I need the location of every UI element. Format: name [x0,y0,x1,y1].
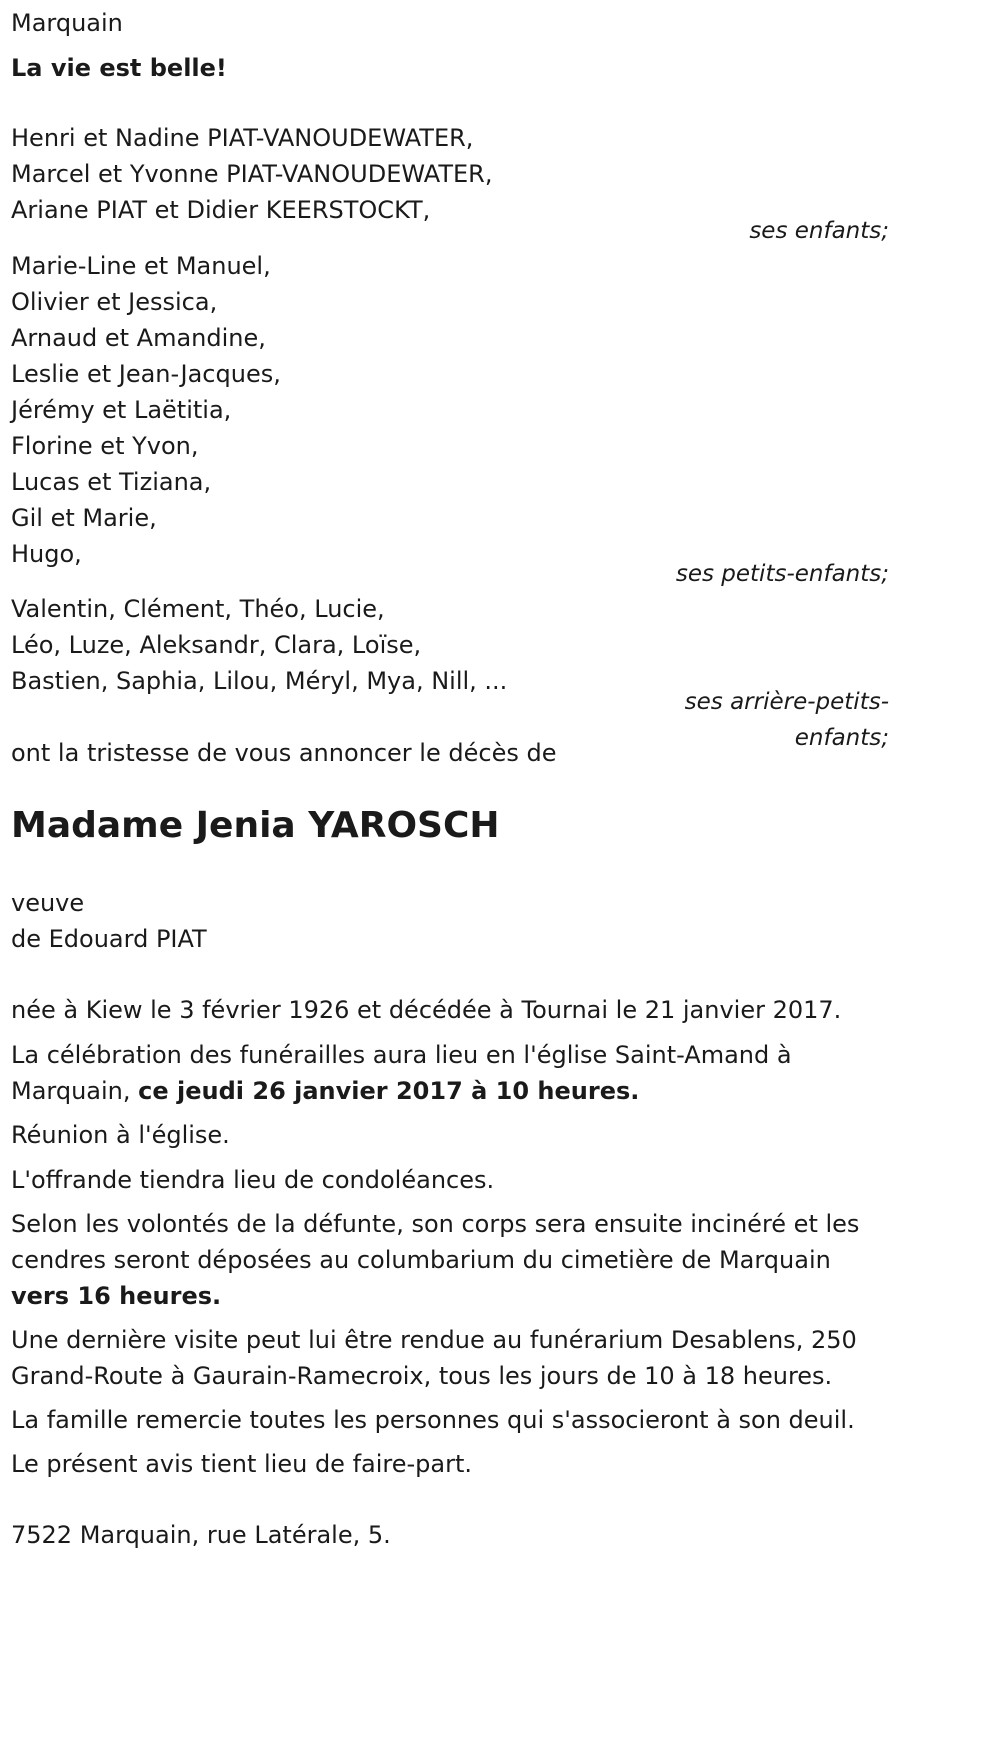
ceremony-paragraph [11,1037,792,1109]
notice-text: Le présent avis tient lieu de faire-part. [11,1450,473,1478]
cremation-line: Selon les volontés de la défunte, son corps sera ensuite incinéré et les [11,1210,860,1238]
grandchild-line: Arnaud et Amandine, [11,324,266,352]
cremation-line: cendres seront déposées au columbarium du cimetière de Marquain [11,1246,831,1274]
grandchild-line: Gil et Marie, [11,504,157,532]
family-address: 7522 Marquain, rue Latérale, 5. [11,1521,391,1549]
great-grandchild-line: Bastien, Saphia, Lilou, Méryl, Mya, Nill, ... [11,667,508,695]
grandchild-line: Lucas et Tiziana, [11,468,212,496]
child-line: Marcel et Yvonne PIAT-VANOUDEWATER, [11,160,493,188]
great-grandchildren-section [11,591,891,699]
grandchildren-section [11,248,891,572]
ceremony-place: Marquain, [11,1077,139,1105]
grandchild-line: Olivier et Jessica, [11,288,218,316]
cremation-time: vers 16 heures. [11,1282,222,1310]
ceremony-line-2 [11,1073,792,1109]
spouse-name: de Edouard PIAT [11,925,207,953]
meeting-text: Réunion à l'église. [11,1121,230,1149]
offering-text: L'offrande tiendra lieu de condoléances. [11,1166,495,1194]
visit-line: Grand-Route à Gaurain-Ramecroix, tous les jours de 10 à 18 heures. [11,1362,833,1390]
children-section [11,120,891,228]
great-grandchild-line: Léo, Luze, Aleksandr, Clara, Loïse, [11,631,422,659]
great-grandchild-line: Valentin, Clément, Théo, Lucie, [11,595,385,623]
birth-death-text: née à Kiew le 3 février 1926 et décédée à Tournai le 21 janvier 2017. [11,996,842,1024]
widow-status: veuve [11,889,85,917]
great-grandchildren-label-2: enfants; [794,725,889,751]
children-label: ses enfants; [749,218,889,244]
grandchild-line: Hugo, [11,540,82,568]
cremation-paragraph [11,1206,859,1314]
ceremony-line: La célébration des funérailles aura lieu en l'église Saint-Amand à [11,1041,792,1069]
great-grandchildren-label-1: ses arrière-petits- [684,689,889,715]
grandchild-line: Marie-Line et Manuel, [11,252,271,280]
grandchild-line: Jérémy et Laëtitia, [11,396,232,424]
grandchild-line: Leslie et Jean-Jacques, [11,360,281,388]
announcement-text: ont la tristesse de vous annoncer le décès de [11,739,557,767]
grandchild-line: Florine et Yvon, [11,432,199,460]
child-line: Ariane PIAT et Didier KEERSTOCKT, [11,196,431,224]
visit-paragraph [11,1322,857,1394]
child-line: Henri et Nadine PIAT-VANOUDEWATER, [11,124,474,152]
grandchildren-label: ses petits-enfants; [675,561,889,587]
place-name: Marquain [11,9,123,37]
visit-line: Une dernière visite peut lui être rendue au funérarium Desablens, 250 [11,1326,857,1354]
deceased-name: Madame Jenia YAROSCH [11,805,500,846]
ceremony-date: ce jeudi 26 janvier 2017 à 10 heures. [138,1077,640,1105]
thanks-text: La famille remercie toutes les personnes qui s'associeront à son deuil. [11,1406,855,1434]
motto: La vie est belle! [11,54,227,82]
